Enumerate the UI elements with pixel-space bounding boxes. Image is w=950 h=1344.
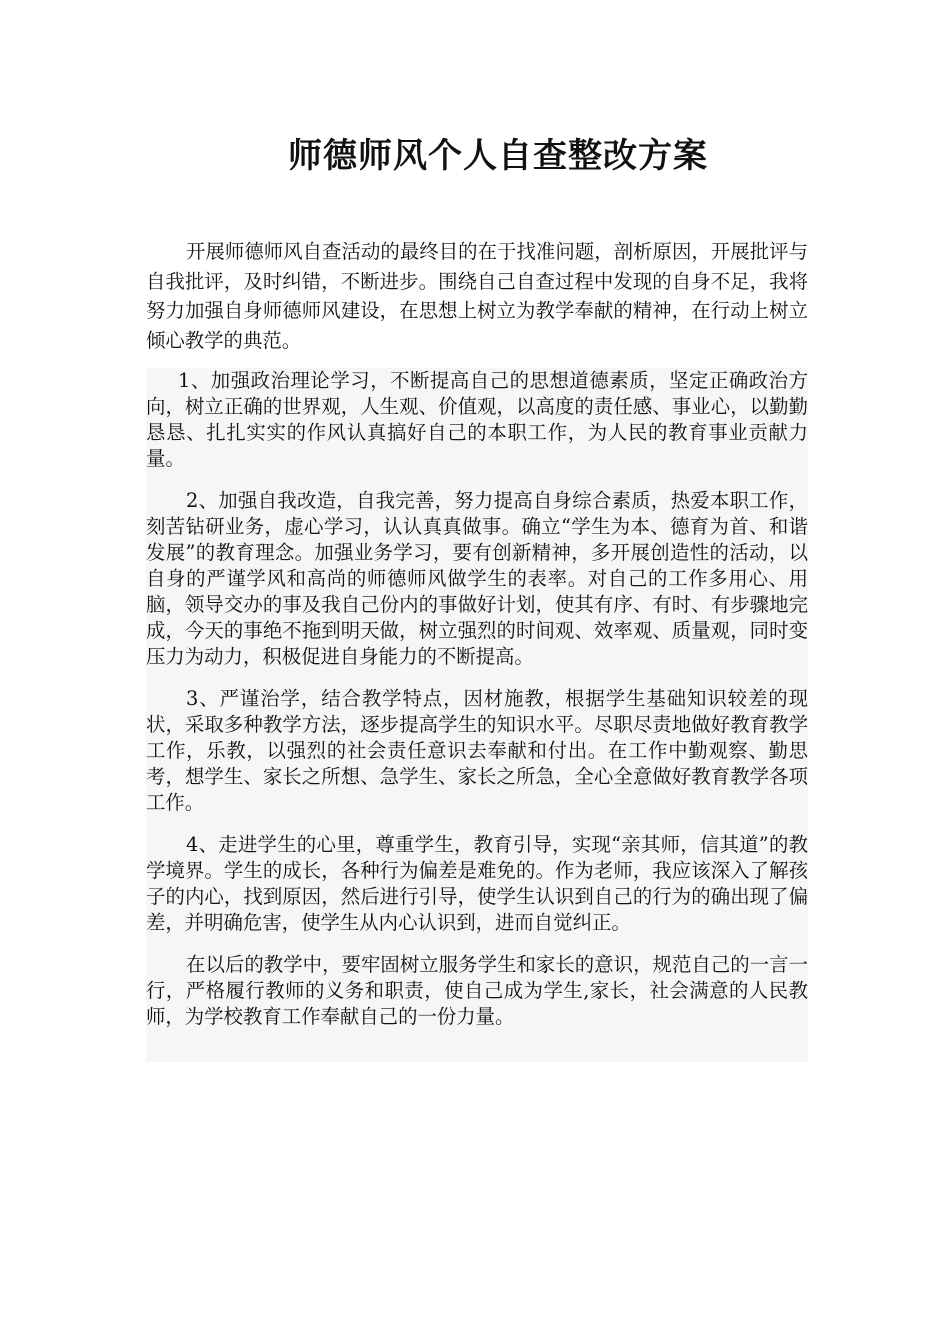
paragraph-2: 2、加强自我改造，自我完善，努力提高自身综合素质，热爱本职工作，刻苦钻研业务，虚心学习，认认真真做事。确立“学生为本、德育为首、和谐发展”的教育理念。加强业务学习，要有创新精神，多开展创造性的活动，以自身的严谨学风和高尚的师德师风做学生的表率。对自己的工作多用心、用脑，领导交办的事及我自己份内的事做好计划，使其有序、有时、有步骤地完成，今天的事绝不拖到明天做，树立强烈的时间观、效率观、质量观，同时变压力为动力，积极促进自身能力的不断提高。 — [146, 489, 808, 668]
paragraph-4: 4、走进学生的心里，尊重学生，教育引导，实现“亲其师，信其道”的教学境界。学生的成长，各种行为偏差是难免的。作为老师，我应该深入了解孩子的内心，找到原因，然后进行引导，使学生认识到自己的行为的确出现了偏差，并明确危害，使学生从内心认识到，进而自觉纠正。 — [146, 833, 808, 934]
paragraph-1: 1、加强政治理论学习，不断提高自己的思想道德素质，坚定正确政治方向，树立正确的世界观，人生观、价值观，以高度的责任感、事业心，以勤勤恳恳、扎扎实实的作风认真搞好自己的本职工作，为人民的教育事业贡献力量。 — [146, 369, 808, 470]
paragraph-5: 在以后的教学中，要牢固树立服务学生和家长的意识，规范自己的一言一行，严格履行教师的义务和职责，使自己成为学生,家长，社会满意的人民教师，为学校教育工作奉献自己的一份力量。 — [146, 953, 808, 1028]
paragraph-spacer — [146, 472, 808, 488]
paragraph-spacer — [146, 670, 808, 686]
paragraph-spacer — [146, 816, 808, 832]
intro-paragraph: 开展师德师风自查活动的最终目的在于找准问题，剖析原因，开展批评与自我批评，及时纠错，不断进步。围绕自己自查过程中发现的自身不足，我将努力加强自身师德师风建设，在思想上树立为教学奉献的精神，在行动上树立倾心教学的典范。 — [146, 240, 808, 352]
paragraph-3: 3、严谨治学，结合教学特点，因材施教，根据学生基础知识较差的现状，采取多种教学方法，逐步提高学生的知识水平。尽职尽责地做好教育教学工作，乐教，以强烈的社会责任意识去奉献和付出。在工作中勤观察、勤思考，想学生、家长之所想、急学生、家长之所急，全心全意做好教育教学各项工作。 — [146, 687, 808, 814]
body-section — [146, 368, 808, 1062]
paragraph-spacer — [146, 936, 808, 952]
document-title: 师德师风个人自查整改方案 — [288, 136, 708, 176]
